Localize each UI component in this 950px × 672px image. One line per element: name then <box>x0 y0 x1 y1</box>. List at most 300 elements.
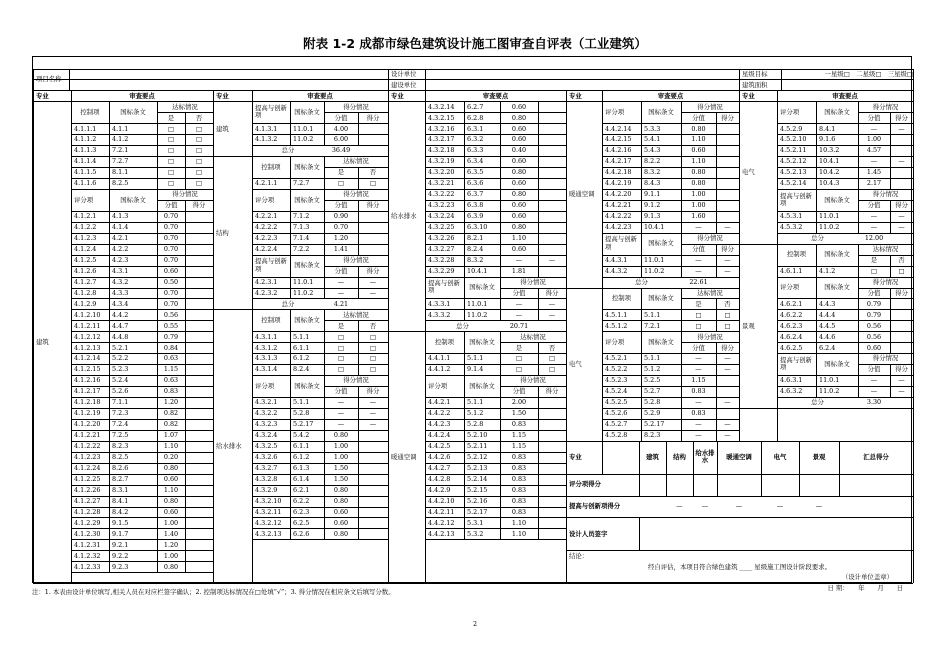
grid-line <box>425 298 426 320</box>
table-cell: 得分情况 <box>343 255 369 264</box>
table-cell: 是 <box>167 113 175 122</box>
summary-column-header: 给水排水 <box>695 448 715 465</box>
table-cell: 10.4.2 <box>819 168 840 177</box>
table-cell: 达标情况 <box>172 102 198 111</box>
table-cell: 10.4.3 <box>819 179 840 188</box>
table-cell: 4.4.3.1 <box>605 255 628 264</box>
grid-line <box>425 375 426 397</box>
table-cell: 0.80 <box>333 431 349 440</box>
table-cell: 11.0.1 <box>467 299 488 308</box>
table-cell: 4.4.1.1 <box>428 354 451 363</box>
table-cell: 国标条文 <box>120 195 146 204</box>
table-cell: 0.20 <box>163 453 179 462</box>
table-cell: 得分情况 <box>343 190 369 199</box>
table-cell: 7.1.4 <box>293 234 310 243</box>
table-cell: 控制项 <box>434 338 455 347</box>
table-cell: — <box>337 398 345 407</box>
table-cell <box>358 474 388 485</box>
table-cell: — <box>870 223 878 232</box>
table-cell: 4.1.2.27 <box>74 496 101 505</box>
column-header: 专业 <box>391 91 404 100</box>
table-cell: 4.1.1.4 <box>74 157 97 166</box>
table-cell: 0.83 <box>511 496 527 505</box>
grid-line <box>777 298 778 353</box>
grid-line <box>602 123 603 233</box>
checkbox: □ <box>369 179 377 188</box>
table-cell: 4.4.2.20 <box>605 190 632 199</box>
table-cell: 9.1.1 <box>644 190 661 199</box>
table-cell: 4.4.2 <box>112 310 129 319</box>
table-cell: 得分 <box>366 113 380 122</box>
summary-value: — <box>676 502 683 511</box>
table-cell: 4.3.2.15 <box>428 113 455 122</box>
table-cell: 1.20 <box>163 540 179 549</box>
table-cell: 0.70 <box>333 223 349 232</box>
conclusion-label: 结论： <box>569 551 589 560</box>
table-cell: 0.83 <box>691 409 706 418</box>
table-cell: 4.3.2.4 <box>255 431 278 440</box>
table-cell: 0.70 <box>163 212 179 221</box>
table-cell: 4.6.3.1 <box>780 376 803 385</box>
table-cell: — <box>337 420 345 429</box>
table-cell: 4.6.1.1 <box>780 266 803 275</box>
table-cell <box>538 156 566 167</box>
table-cell: 5.2.4 <box>112 376 129 385</box>
table-cell: 5.1.1 <box>293 398 310 407</box>
table-cell: 4.5.2.9 <box>780 124 803 133</box>
table-cell: — <box>337 277 345 286</box>
table-cell: 4.2.3.1 <box>255 277 278 286</box>
checkbox: □ <box>369 365 377 374</box>
table-cell: — <box>695 255 702 264</box>
building-area-label: 建筑面积 <box>742 80 768 89</box>
checkbox: □ <box>195 135 203 144</box>
table-cell: 8.1.1 <box>112 168 129 177</box>
grid-line <box>252 277 253 299</box>
table-cell: 5.2.6 <box>112 387 129 396</box>
summary-column-header: 建筑 <box>646 452 659 461</box>
table-cell: 0.60 <box>163 474 179 483</box>
table-cell: 得分情况 <box>520 376 546 385</box>
table-cell: 提高与创新项 <box>255 103 287 120</box>
table-cell: — <box>898 223 905 232</box>
table-cell: 4.2.1.1 <box>255 179 278 188</box>
table-cell: 5.2.9 <box>644 409 661 418</box>
grid-line <box>602 309 603 331</box>
checkbox: □ <box>167 157 175 166</box>
table-cell: 11.0.1 <box>293 277 314 286</box>
table-cell <box>890 309 913 320</box>
checkbox: □ <box>898 266 905 275</box>
grid-line <box>425 353 426 375</box>
table-cell: 11.0.1 <box>819 212 840 221</box>
table-cell: 0.60 <box>866 343 882 352</box>
table-cell: 8.3.2 <box>467 255 484 264</box>
checkbox: □ <box>167 124 175 133</box>
table-cell: 0.80 <box>511 190 527 199</box>
table-cell: 0.63 <box>163 376 179 385</box>
table-cell <box>538 178 566 189</box>
table-cell: 得分情况 <box>872 277 899 286</box>
table-cell: 4.1.2.17 <box>74 387 101 396</box>
column-header: 专业 <box>36 91 49 100</box>
table-cell <box>716 408 739 419</box>
table-cell: 1.50 <box>333 474 349 483</box>
table-cell: 8.2.4 <box>293 365 310 374</box>
table-cell: 1.60 <box>691 212 706 221</box>
seal-note: （设计单位盖章） <box>841 573 893 582</box>
table-cell: 4.4.2.23 <box>605 223 632 232</box>
table-cell: 是 <box>870 255 878 264</box>
table-cell: 4.3.1 <box>112 266 129 275</box>
table-cell: 4.3.2.7 <box>255 463 278 472</box>
table-cell: 7.1.3 <box>293 223 310 232</box>
table-cell: 4.5.2.8 <box>605 431 628 440</box>
table-cell: 4.5.2.3 <box>605 376 628 385</box>
table-cell: 8.2.7 <box>112 474 129 483</box>
table-cell: 评分项 <box>780 283 800 292</box>
table-cell: 11.0.2 <box>293 288 314 297</box>
table-cell: 6.00 <box>333 135 349 144</box>
table-cell: — <box>898 157 905 166</box>
table-cell: 4.4.2.14 <box>605 124 632 133</box>
table-cell: 得分 <box>895 365 908 374</box>
table-cell: 4.4.2.7 <box>428 463 451 472</box>
table-cell: 4.4.2.5 <box>428 442 451 451</box>
table-cell: 4.3.2.1 <box>255 398 278 407</box>
table-cell: 1.15 <box>511 442 527 451</box>
table-cell: 6.2.8 <box>467 113 484 122</box>
table-cell: 7.2.5 <box>112 431 129 440</box>
table-cell: — <box>515 255 523 264</box>
table-cell: 4.3.3.2 <box>428 310 451 319</box>
table-cell <box>538 441 566 452</box>
table-cell: 4.4.2.21 <box>605 201 632 210</box>
table-cell: 得分 <box>895 113 908 122</box>
table-cell: 0.80 <box>511 223 527 232</box>
table-cell: 4.3.1.4 <box>255 365 278 374</box>
table-cell: 4.4.2.4 <box>428 431 451 440</box>
table-cell: 4.6.2.1 <box>780 299 803 308</box>
table-cell: 0.70 <box>163 288 179 297</box>
table-cell: 4.1.2.15 <box>74 365 101 374</box>
table-cell: 4.3.2.20 <box>428 168 455 177</box>
table-cell: 0.83 <box>511 453 527 462</box>
table-cell: 4.4.3 <box>819 299 836 308</box>
table-cell: 7.2.7 <box>112 157 129 166</box>
grid-line <box>816 123 817 189</box>
table-cell: 得分 <box>545 288 559 297</box>
table-cell: 9.2.3 <box>112 562 129 571</box>
table-cell: 0.60 <box>511 102 527 111</box>
grid-line <box>185 211 186 572</box>
table-cell: 4.4.2.22 <box>605 212 632 221</box>
table-cell: 4.1.1.3 <box>74 146 97 155</box>
table-cell: 10.4.1 <box>644 223 665 232</box>
grid-line <box>641 123 642 233</box>
table-cell: 4.3.2.8 <box>255 474 278 483</box>
summary-value <box>666 474 693 496</box>
table-cell <box>716 156 739 167</box>
table-cell: 5.2.1 <box>112 343 129 352</box>
table-cell <box>358 452 388 463</box>
grid-line <box>290 397 291 539</box>
table-cell: 4.3.2.17 <box>428 135 455 144</box>
table-cell: — <box>369 409 377 418</box>
table-cell: — <box>695 420 702 429</box>
grid-line <box>777 375 778 397</box>
summary-value <box>761 474 799 496</box>
table-cell: 1.07 <box>163 431 179 440</box>
grid-line <box>816 375 817 397</box>
table-cell: 0.60 <box>163 266 179 275</box>
table-cell: 9.2.1 <box>112 540 129 549</box>
table-cell: 4.3.1.1 <box>255 332 278 341</box>
table-cell: 国标条文 <box>469 338 495 347</box>
grid-line <box>213 90 214 101</box>
grid-line <box>213 101 214 583</box>
table-cell: 1.10 <box>163 442 179 451</box>
table-cell: 分值 <box>512 387 526 396</box>
table-cell: — <box>724 420 731 429</box>
checkbox: □ <box>369 354 377 363</box>
table-cell: 得分 <box>366 387 380 396</box>
table-cell: 0.50 <box>163 277 179 286</box>
table-cell: 是 <box>337 168 345 177</box>
table-cell: 5.2.3 <box>112 365 129 374</box>
grid-line <box>816 211 817 233</box>
table-cell: 4.1.2.9 <box>74 299 97 308</box>
table-cell: 8.4.1 <box>819 124 836 133</box>
table-cell: 5.2.14 <box>467 474 488 483</box>
table-cell: 6.1.4 <box>293 474 310 483</box>
column-header: 专业 <box>742 91 755 100</box>
table-cell: 6.3.10 <box>467 223 488 232</box>
table-cell: 总分 <box>281 299 295 308</box>
table-cell: 1.10 <box>691 135 706 144</box>
table-cell: 得分情况 <box>697 332 723 341</box>
table-cell <box>538 189 566 200</box>
column-header: 审查要点 <box>307 91 333 100</box>
table-cell <box>538 145 566 156</box>
summary-value <box>839 496 913 518</box>
table-cell: 4.1.2.22 <box>74 442 101 451</box>
table-cell: 1.00 <box>691 190 706 199</box>
grid-line <box>913 211 914 233</box>
grid-line <box>252 375 253 397</box>
table-cell: — <box>548 255 556 264</box>
table-cell: 4.4.2.12 <box>428 518 455 527</box>
table-cell: 4.2.3 <box>112 255 129 264</box>
grid-line <box>252 397 253 539</box>
table-cell <box>890 178 913 189</box>
table-cell: 5.1.1 <box>467 354 484 363</box>
table-cell: 6.2.3 <box>293 507 310 516</box>
grid-line <box>109 211 110 572</box>
table-cell: 0.80 <box>691 179 706 188</box>
table-cell: 7.2.4 <box>112 420 129 429</box>
table-cell: 0.80 <box>511 168 527 177</box>
table-cell: 1.10 <box>511 529 527 538</box>
specialty-landscape: 景观 <box>742 321 755 330</box>
grid-line <box>566 90 567 101</box>
table-cell: 控制项 <box>261 162 281 171</box>
table-cell: 6.2.5 <box>293 518 310 527</box>
table-cell: 36.49 <box>331 146 351 155</box>
table-cell <box>538 496 566 507</box>
table-cell: 4.5.2.12 <box>780 157 807 166</box>
table-cell: 6.2.2 <box>293 496 310 505</box>
table-cell: 4.6.3.2 <box>780 387 803 396</box>
table-cell <box>716 123 739 134</box>
table-cell: 否 <box>724 299 731 308</box>
summary-row-label: 设计人员签字 <box>569 529 608 538</box>
table-cell: 0.60 <box>163 507 179 516</box>
table-cell: 总分 <box>281 146 295 155</box>
table-cell: 6.2.1 <box>293 485 310 494</box>
table-cell: — <box>870 387 878 396</box>
table-cell: — <box>724 398 731 407</box>
table-cell: 4.2.2.1 <box>255 212 278 221</box>
table-cell: 11.0.2 <box>467 310 488 319</box>
table-cell <box>890 331 913 342</box>
table-cell: 4.3.2 <box>112 277 129 286</box>
table-cell: 得分 <box>721 343 734 352</box>
table-cell: 4.3.2.13 <box>255 529 282 538</box>
table-cell: 分值 <box>692 343 705 352</box>
table-cell: 4.1.3.2 <box>255 135 278 144</box>
table-cell: — <box>870 376 878 385</box>
table-cell: 6.3.2 <box>467 135 484 144</box>
column-header: 专业 <box>216 91 229 100</box>
table-cell: 0.80 <box>333 496 349 505</box>
table-cell: 0.83 <box>511 420 527 429</box>
grid-line <box>913 123 914 189</box>
table-cell: 8.2.2 <box>644 157 661 166</box>
table-cell: 4.5.1.1 <box>605 310 628 319</box>
table-cell: 0.83 <box>511 474 527 483</box>
table-cell: 评分项 <box>605 338 625 347</box>
table-cell: — <box>724 266 731 275</box>
table-cell: 9.2.2 <box>112 551 129 560</box>
table-cell: 4.3.2.26 <box>428 234 455 243</box>
grid-line <box>641 353 642 441</box>
table-cell: 4.2.3.2 <box>255 288 278 297</box>
table-cell: 4.3.2.24 <box>428 212 455 221</box>
table-cell <box>538 463 566 474</box>
table-cell: 4.1.2.7 <box>74 277 97 286</box>
table-cell: 6.3.8 <box>467 201 484 210</box>
grid-line <box>425 101 426 276</box>
table-cell: 4.3.1.2 <box>255 343 278 352</box>
table-cell: 5.2.7 <box>644 387 661 396</box>
table-cell: 4.6.2.4 <box>780 332 803 341</box>
summary-value <box>639 496 666 518</box>
table-cell: 5.4.2 <box>293 431 310 440</box>
table-cell: 提高与创新项 <box>605 235 637 251</box>
table-cell: 0.84 <box>163 343 179 352</box>
checkbox: □ <box>548 365 556 374</box>
grid-line <box>69 69 70 91</box>
grid-line <box>913 233 914 244</box>
table-cell: 分值 <box>867 113 881 122</box>
table-cell: 1.15 <box>691 376 706 385</box>
table-cell: 4.3.2.2 <box>255 409 278 418</box>
specialty-electrical: 电气 <box>742 168 755 177</box>
table-cell: 0.83 <box>511 463 527 472</box>
grid-line <box>388 90 389 101</box>
table-cell: 否 <box>548 343 556 352</box>
table-cell: 11.0.2 <box>293 135 314 144</box>
table-cell: 0.60 <box>691 146 706 155</box>
table-cell: 1.00 <box>691 201 706 210</box>
table-cell: 控制项 <box>611 294 632 303</box>
table-cell: 4.4.1.2 <box>428 365 451 374</box>
table-cell: 0.80 <box>333 529 349 538</box>
table-cell <box>890 167 913 178</box>
specialty-hvac: 暖通空调 <box>569 190 595 199</box>
grid-line <box>777 266 778 277</box>
table-cell: 3.30 <box>866 398 882 407</box>
grid-line <box>464 397 465 539</box>
table-cell: 7.2.1 <box>644 321 661 330</box>
grid-line <box>777 101 778 123</box>
checkbox: □ <box>167 135 175 144</box>
table-cell: 4.4.3.2 <box>605 266 628 275</box>
table-cell: 1.10 <box>511 234 527 243</box>
grid-line <box>602 353 603 441</box>
table-cell: 是 <box>337 321 345 330</box>
table-cell: — <box>369 398 377 407</box>
table-cell: 4.6.2.2 <box>780 310 803 319</box>
table-cell: 9.1.6 <box>819 135 836 144</box>
star-options: 一星级□ 二星级□ 三星级□ <box>824 69 913 78</box>
summary-column-header: 景观 <box>812 452 826 461</box>
table-cell: 得分 <box>545 387 559 396</box>
table-cell: 4.4.4 <box>819 310 836 319</box>
table-cell: 7.2.7 <box>293 179 310 188</box>
table-cell: 4.5.2.14 <box>780 179 807 188</box>
table-cell: 4.1.1 <box>112 124 129 133</box>
table-cell: 8.2.5 <box>112 179 129 188</box>
table-cell: — <box>695 398 702 407</box>
table-cell: 4.4.2.11 <box>428 507 455 516</box>
table-cell: 4.4.2.8 <box>428 474 451 483</box>
grid-line <box>777 353 778 375</box>
table-cell: 得分 <box>895 288 908 297</box>
construction-unit-label: 建设单位 <box>391 80 417 89</box>
table-cell: 4.3.3 <box>112 288 129 297</box>
table-cell: 总分 <box>456 321 469 330</box>
table-cell: 9.1.7 <box>112 529 129 538</box>
grid-line <box>290 331 291 375</box>
table-cell: 4.3.4 <box>112 299 129 308</box>
table-cell: 4.3.3.1 <box>428 299 451 308</box>
table-cell: 4.1.2.21 <box>74 431 101 440</box>
table-cell: 4.1.2 <box>819 266 836 275</box>
grid-line <box>425 397 426 539</box>
table-cell: 4.3.2.16 <box>428 124 455 133</box>
table-cell: 7.1.1 <box>112 398 129 407</box>
table-cell <box>716 211 739 222</box>
table-cell: 4.5.2.2 <box>605 365 628 374</box>
table-cell <box>716 200 739 211</box>
table-cell: 控制项 <box>261 316 281 325</box>
table-cell: 控制项 <box>786 250 807 259</box>
table-cell: 分值 <box>867 201 881 210</box>
table-cell: 4.3.2.18 <box>428 146 455 155</box>
checkbox: □ <box>195 179 203 188</box>
